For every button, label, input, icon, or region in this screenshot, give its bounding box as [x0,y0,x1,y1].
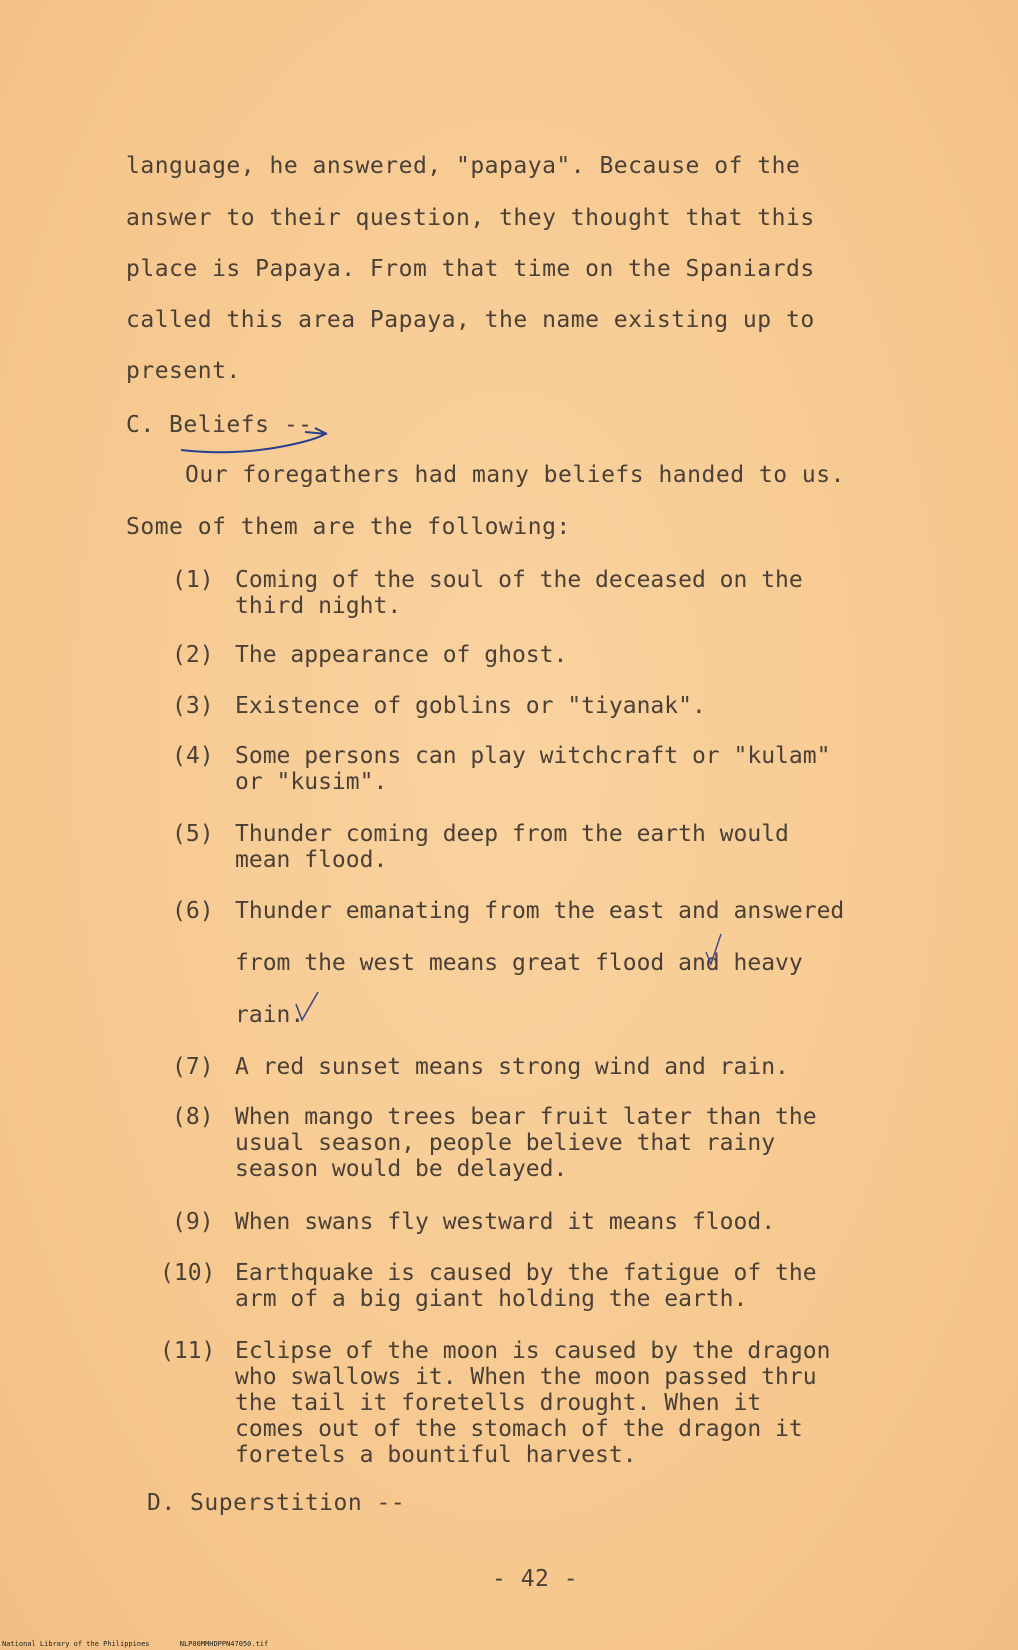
belief-line: usual season, people believe that rainy [235,1130,776,1156]
belief-number: (11) [160,1338,216,1364]
belief-number: (7) [172,1054,214,1080]
belief-line: third night. [235,593,402,619]
belief-line: the tail it foretells drought. When it [235,1390,762,1416]
handwritten-underline [175,420,345,456]
section-d-heading: D. Superstition -- [147,1490,406,1516]
belief-line: arm of a big giant holding the earth. [235,1286,748,1312]
belief-line: Earthquake is caused by the fatigue of the [235,1260,817,1286]
intro-line-1: language, he answered, "papaya". Because of the [126,153,801,179]
belief-line: A red sunset means strong wind and rain. [235,1054,789,1080]
page-number: - 42 - [492,1566,579,1592]
belief-line: who swallows it. When the moon passed thru [235,1364,817,1390]
intro-line-4: called this area Papaya, the name existing up to [126,307,815,333]
belief-line: The appearance of ghost. [235,642,568,668]
intro-line-5: present. [126,358,241,384]
belief-number: (5) [172,821,214,847]
scan-footer [2,1640,294,1648]
belief-line: When mango trees bear fruit later than the [235,1104,817,1130]
belief-number: (9) [172,1209,214,1235]
belief-number: (1) [172,567,214,593]
belief-number: (8) [172,1104,214,1130]
belief-number: (4) [172,743,214,769]
belief-number: (6) [172,898,214,924]
beliefs-intro-line-2: Some of them are the following: [126,514,571,540]
belief-line: When swans fly westward it means flood. [235,1209,776,1235]
belief-line: Coming of the soul of the deceased on the [235,567,803,593]
belief-line: mean flood. [235,847,388,873]
belief-line: comes out of the stomach of the dragon it [235,1416,803,1442]
belief-number: (3) [172,693,214,719]
belief-line: Thunder emanating from the east and answered [235,898,845,924]
belief-line: Some persons can play witchcraft or "kulam" [235,743,831,769]
belief-line: Eclipse of the moon is caused by the dragon [235,1338,831,1364]
handwritten-checkmark [703,932,727,968]
belief-line: from the west means great flood and heavy [235,950,803,976]
footer-file: NLP00MMHDPPN47050.tif [179,1640,269,1648]
belief-line: Existence of goblins or "tiyanak". [235,693,706,719]
footer-library: National Library of the Philippines [2,1640,150,1648]
belief-line: rain. [235,1002,305,1028]
belief-line: or "kusim". [235,769,388,795]
belief-line: Thunder coming deep from the earth would [235,821,789,847]
intro-line-3: place is Papaya. From that time on the Spaniards [126,256,815,282]
handwritten-checkmark [292,990,322,1026]
belief-line: foretels a bountiful harvest. [235,1442,637,1468]
intro-line-2: answer to their question, they thought that this [126,205,815,231]
belief-number: (10) [160,1260,216,1286]
section-c-heading: C. Beliefs -- [126,412,313,438]
belief-number: (2) [172,642,214,668]
beliefs-intro-line-1: Our foregathers had many beliefs handed to us. [185,462,845,488]
belief-line: season would be delayed. [235,1156,568,1182]
